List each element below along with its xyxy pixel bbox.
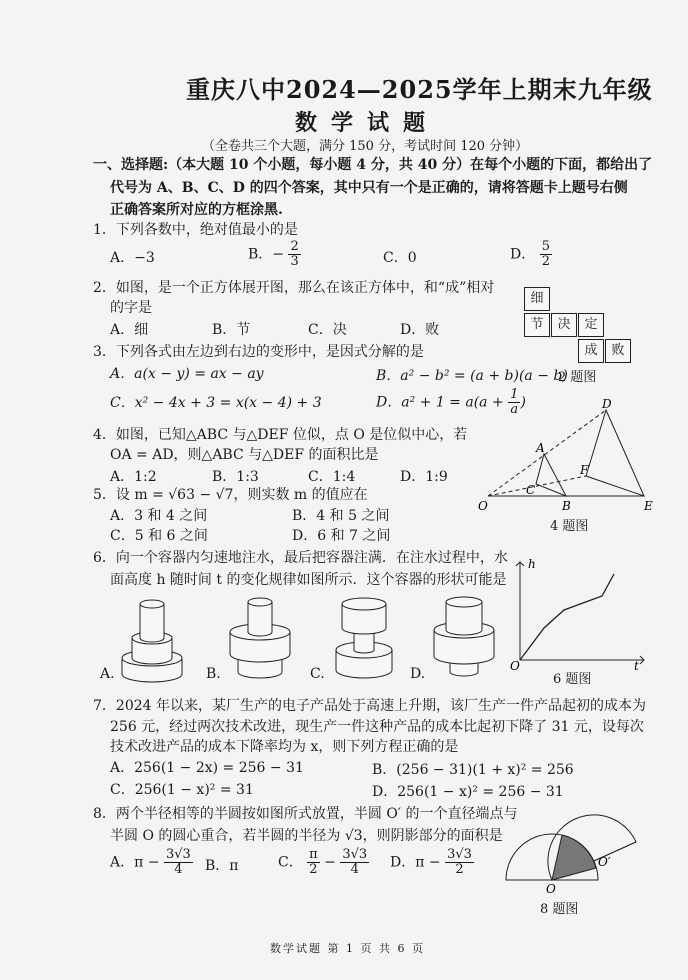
net-cell-3: 决 bbox=[551, 313, 577, 337]
q5-option-d: D．6 和 7 之间 bbox=[292, 528, 391, 544]
q1-b-num: 2 bbox=[290, 239, 299, 254]
q2-figure-caption: 2 题图 bbox=[558, 370, 597, 385]
q1-option-d bbox=[510, 240, 552, 269]
q7-option-b: B．(256 − 31)(1 + x)² = 256 bbox=[372, 762, 574, 778]
q4-triangle-def bbox=[586, 410, 644, 496]
q6-curve bbox=[520, 574, 614, 660]
q3-d-label: D．a² + 1 = a(a + bbox=[376, 394, 504, 411]
q2-option-b: B．节 bbox=[212, 322, 251, 338]
q8-option-d bbox=[390, 848, 474, 877]
q4-option-c: C．1:4 bbox=[308, 469, 356, 485]
q6-graph bbox=[508, 552, 658, 672]
q5-option-a: A．3 和 4 之间 bbox=[110, 508, 208, 524]
q6-stem-line2: 面高度 h 随时间 t 的变化规律如图所示．这个容器的形状可能是 bbox=[110, 572, 507, 588]
q1-option-a: A．−3 bbox=[110, 250, 155, 266]
q4-label-b: B bbox=[562, 499, 571, 513]
q2-stem-line2: 的字是 bbox=[110, 300, 152, 316]
section1-line2: 代号为 A、B、C、D 的四个答案，其中只有一个是正确的，请将答题卡上题号右侧 bbox=[110, 180, 628, 196]
q8-figure-caption: 8 题图 bbox=[540, 902, 579, 917]
q8-option-c bbox=[278, 848, 369, 877]
net-cell-6: 败 bbox=[605, 339, 631, 363]
q1-option-b-label: B．− bbox=[248, 246, 285, 263]
net-cell-1: 细 bbox=[524, 287, 550, 311]
exam-note: （全卷共三个大题，满分 150 分，考试时间 120 分钟） bbox=[202, 139, 529, 154]
q8-d-label: D．π − bbox=[390, 854, 441, 871]
q1-d-den: 2 bbox=[541, 254, 550, 269]
q8-c-den2: 4 bbox=[350, 862, 359, 877]
q8-c-label: C． bbox=[278, 854, 303, 871]
q6-label-a: A. bbox=[100, 666, 115, 682]
q6-axis-t-label: t bbox=[634, 659, 639, 672]
q2-option-a: A．细 bbox=[110, 322, 149, 338]
q6-label-b: B. bbox=[206, 666, 221, 682]
q6-container-a bbox=[122, 600, 182, 682]
q2-stem-line1: 2．如图，是一个正方体展开图，那么在该正方体中，和“成”相对 bbox=[93, 280, 495, 296]
q6-origin-label: O bbox=[510, 659, 520, 672]
q6-container-b bbox=[230, 598, 290, 678]
q8-c-num1: π bbox=[309, 847, 318, 862]
q7-option-c: C．256(1 − x)² = 31 bbox=[110, 782, 254, 798]
q7-stem-line3: 技术改进产品的成本下降率均为 x，则下列方程正确的是 bbox=[110, 739, 459, 755]
q8-c-num2: 3√3 bbox=[342, 847, 368, 862]
q6-containers bbox=[96, 592, 496, 688]
q8-a-den: 4 bbox=[174, 862, 183, 877]
q2-option-d: D．败 bbox=[400, 322, 440, 338]
exam-title: 重庆八中2024—2025学年上期末九年级 bbox=[186, 75, 653, 104]
q8-option-a bbox=[110, 848, 193, 877]
net-cell-5: 成 bbox=[578, 339, 604, 363]
q6-figure-caption: 6 题图 bbox=[553, 672, 592, 687]
q4-stem-line1: 4．如图，已知△ABC 与△DEF 位似，点 O 是位似中心，若 bbox=[93, 427, 468, 443]
q1-b-den: 3 bbox=[290, 254, 299, 269]
q8-d-fraction bbox=[445, 848, 474, 877]
q1-option-b-fraction bbox=[288, 240, 300, 269]
q8-label-o: O bbox=[546, 882, 556, 894]
net-cell-2: 节 bbox=[524, 313, 550, 337]
q8-c-fraction-1 bbox=[307, 848, 320, 877]
q3-stem: 3．下列各式由左边到右边的变形中，是因式分解的是 bbox=[93, 344, 424, 360]
q4-label-a: A bbox=[536, 441, 545, 455]
q4-option-d: D．1:9 bbox=[400, 469, 448, 485]
q8-c-den1: 2 bbox=[309, 862, 318, 877]
q4-option-a: A．1:2 bbox=[110, 469, 157, 485]
q3-d-num: 1 bbox=[510, 387, 519, 402]
q4-stem-line2: OA = AD，则△ABC 与△DEF 的面积比是 bbox=[110, 447, 379, 463]
q8-d-den: 2 bbox=[455, 862, 464, 877]
exam-subtitle: 数学试题 bbox=[295, 110, 440, 136]
q8-shaded-region bbox=[552, 835, 596, 880]
q1-stem: 1．下列各数中，绝对值最小的是 bbox=[93, 222, 298, 238]
q2-option-c: C．决 bbox=[308, 322, 347, 338]
q8-option-b: B．π bbox=[205, 858, 239, 874]
q3-d-tail: ) bbox=[520, 394, 526, 411]
q7-stem-line1: 7．2024 年以来，某厂生产的电子产品处于高速上升期，该厂生产一件产品起初的成本为 bbox=[93, 698, 646, 714]
q4-label-d: D bbox=[602, 398, 612, 411]
q3-d-den: a bbox=[510, 402, 519, 417]
q4-label-c: C bbox=[526, 483, 536, 497]
q4-option-b: B．1:3 bbox=[212, 469, 259, 485]
q8-stem-line2: 半圆 O 的圆心重合，若半圆的半径为 √3，则阴影部分的面积是 bbox=[110, 828, 503, 844]
q8-c-minus: − bbox=[324, 854, 336, 871]
q6-label-c: C. bbox=[310, 666, 325, 682]
q1-option-b bbox=[248, 240, 301, 269]
q8-stem-line1: 8．两个半径相等的半圆按如图所式放置，半圆 O′ 的一个直径端点与 bbox=[93, 806, 518, 822]
q1-option-d-label: D． bbox=[510, 246, 536, 263]
q8-label-oprime: O′ bbox=[598, 855, 611, 869]
q3-option-b: B．a² − b² = (a + b)(a − b) bbox=[376, 368, 568, 384]
section1-line1: 一、选择题:（本大题 10 个小题，每小题 4 分，共 40 分）在每个小题的下面，都给出了 bbox=[93, 157, 653, 173]
q1-d-num: 5 bbox=[541, 239, 550, 254]
q1-option-c: C．0 bbox=[383, 250, 417, 266]
q6-stem-line1: 6．向一个容器内匀速地注水，最后把容器注满．在注水过程中，水 bbox=[93, 550, 508, 566]
q3-option-a: A．a(x − y) = ax − ay bbox=[110, 366, 264, 382]
page-footer: 数学试题 第 1 页 共 6 页 bbox=[270, 942, 425, 955]
net-cell-4: 定 bbox=[578, 313, 604, 337]
q5-option-c: C．5 和 6 之间 bbox=[110, 528, 208, 544]
q4-label-o: O bbox=[478, 499, 488, 513]
q7-stem-line2: 256 元，经过两次技术改进，现生产一件这种产品的成本比起初下降了 31 元，设每次 bbox=[110, 719, 644, 735]
q7-option-a: A．256(1 − 2x) = 256 − 31 bbox=[110, 760, 304, 776]
q1-option-d-fraction bbox=[540, 240, 552, 269]
q7-option-d: D．256(1 − x)² = 256 − 31 bbox=[372, 784, 564, 800]
q8-a-num: 3√3 bbox=[165, 847, 191, 862]
q4-label-e: E bbox=[644, 499, 653, 513]
q8-semicircles-figure bbox=[500, 794, 680, 894]
q5-stem: 5．设 m = √63 − √7，则实数 m 的值应在 bbox=[93, 487, 368, 503]
q5-option-b: B．4 和 5 之间 bbox=[292, 508, 390, 524]
q6-container-d bbox=[434, 597, 494, 676]
q8-a-fraction bbox=[164, 848, 193, 877]
q6-container-c bbox=[336, 598, 392, 678]
q8-a-label: A．π − bbox=[110, 854, 160, 871]
q4-figure-caption: 4 题图 bbox=[550, 519, 589, 534]
q4-line-od bbox=[488, 410, 606, 496]
q4-label-f: F bbox=[580, 463, 589, 477]
q6-axis-h-label: h bbox=[528, 557, 536, 571]
section1-line3: 正确答案所对应的方框涂黑. bbox=[110, 202, 283, 218]
q6-label-d: D. bbox=[410, 666, 426, 682]
q4-triangle-abc bbox=[536, 454, 566, 496]
q8-d-num: 3√3 bbox=[447, 847, 472, 862]
q3-option-c: C．x² − 4x + 3 = x(x − 4) + 3 bbox=[110, 395, 322, 411]
q8-c-fraction-2 bbox=[340, 848, 369, 877]
